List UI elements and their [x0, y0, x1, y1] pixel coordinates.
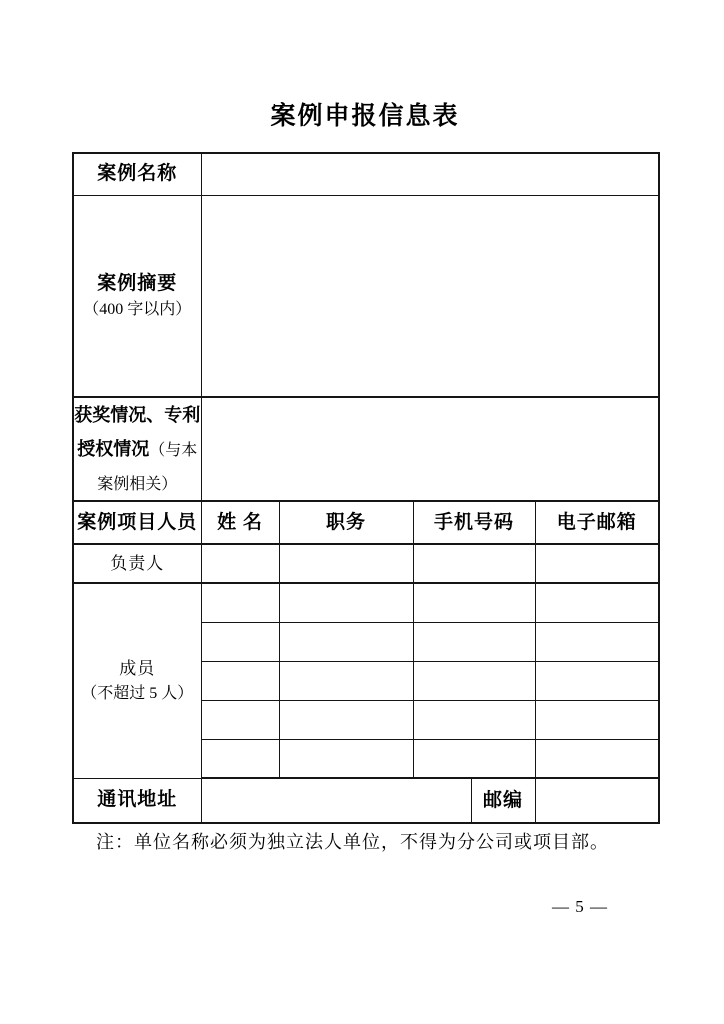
postcode-label [471, 778, 535, 823]
address-label [73, 778, 201, 823]
case-name-row [73, 153, 659, 195]
members-label-line2: （不超过 5 人） [81, 684, 194, 702]
page-number: — 5 — [552, 897, 608, 916]
leader-label-text: 负责人 [110, 553, 165, 573]
member-4-email-cell[interactable] [535, 700, 659, 739]
member-row [73, 583, 659, 622]
name-column-header-text: 姓 名 [217, 511, 263, 533]
members-label-line1: 成员 [119, 659, 156, 678]
mobile-column-header-text: 手机号码 [433, 511, 514, 533]
case-name-label [73, 153, 201, 195]
member-4-mobile-cell[interactable] [413, 700, 535, 739]
page-title: 案例申报信息表 [270, 103, 460, 130]
member-3-position-cell[interactable] [279, 661, 413, 700]
member-2-mobile-cell[interactable] [413, 622, 535, 661]
personnel-section-label-text: 案例项目人员 [77, 511, 198, 533]
member-3-name-cell[interactable] [201, 661, 279, 700]
member-3-mobile-cell[interactable] [413, 661, 535, 700]
address-row [73, 778, 659, 823]
member-5-name-cell[interactable] [201, 739, 279, 778]
personnel-header-row [73, 501, 659, 544]
award-info-label-line2 [74, 432, 201, 466]
member-5-position-cell[interactable] [279, 739, 413, 778]
member-5-email-cell[interactable] [535, 739, 659, 778]
postcode-label-text: 邮编 [482, 789, 523, 811]
member-4-name-cell[interactable] [201, 700, 279, 739]
name-column-header [201, 501, 279, 544]
email-column-header-text: 电子邮箱 [556, 511, 637, 533]
members-group-label [73, 583, 201, 778]
member-4-position-cell[interactable] [279, 700, 413, 739]
member-1-position-cell[interactable] [279, 583, 413, 622]
award-info-label-bold1: 获奖情况、专利 [74, 405, 201, 425]
postcode-input-cell[interactable] [535, 778, 659, 823]
award-info-label [73, 397, 201, 501]
personnel-section-label [73, 501, 201, 544]
member-1-email-cell[interactable] [535, 583, 659, 622]
position-column-header-text: 职务 [325, 511, 366, 533]
award-info-row [73, 397, 659, 501]
member-2-name-cell[interactable] [201, 622, 279, 661]
note-text: 注：单位名称必须为独立法人单位，不得为分公司或项目部。 [96, 832, 609, 852]
member-2-email-cell[interactable] [535, 622, 659, 661]
case-summary-label [73, 195, 201, 397]
address-input-cell[interactable] [201, 778, 471, 823]
member-1-name-cell[interactable] [201, 583, 279, 622]
case-name-label-text: 案例名称 [97, 163, 178, 185]
member-2-position-cell[interactable] [279, 622, 413, 661]
leader-mobile-cell[interactable] [413, 544, 535, 583]
case-info-table [72, 152, 660, 824]
case-summary-hint: （400 字以内） [83, 300, 192, 318]
member-5-mobile-cell[interactable] [413, 739, 535, 778]
leader-position-cell[interactable] [279, 544, 413, 583]
member-1-mobile-cell[interactable] [413, 583, 535, 622]
case-summary-input-cell[interactable] [201, 195, 659, 397]
leader-name-cell[interactable] [201, 544, 279, 583]
award-info-label-normal2: （与本 [149, 442, 198, 459]
email-column-header [535, 501, 659, 544]
address-label-text: 通讯地址 [97, 789, 178, 811]
leader-label [73, 544, 201, 583]
leader-email-cell[interactable] [535, 544, 659, 583]
case-name-input-cell[interactable] [201, 153, 659, 195]
position-column-header [279, 501, 413, 544]
case-summary-row [73, 195, 659, 397]
leader-row [73, 544, 659, 583]
award-info-label-line3 [74, 466, 201, 500]
case-summary-label-text: 案例摘要 [97, 272, 178, 294]
award-info-label-bold2: 授权情况 [77, 439, 150, 459]
member-3-email-cell[interactable] [535, 661, 659, 700]
award-info-input-cell[interactable] [201, 397, 659, 501]
award-info-label-line1 [74, 398, 201, 432]
mobile-column-header [413, 501, 535, 544]
award-info-label-normal3: 案例相关） [97, 476, 178, 493]
